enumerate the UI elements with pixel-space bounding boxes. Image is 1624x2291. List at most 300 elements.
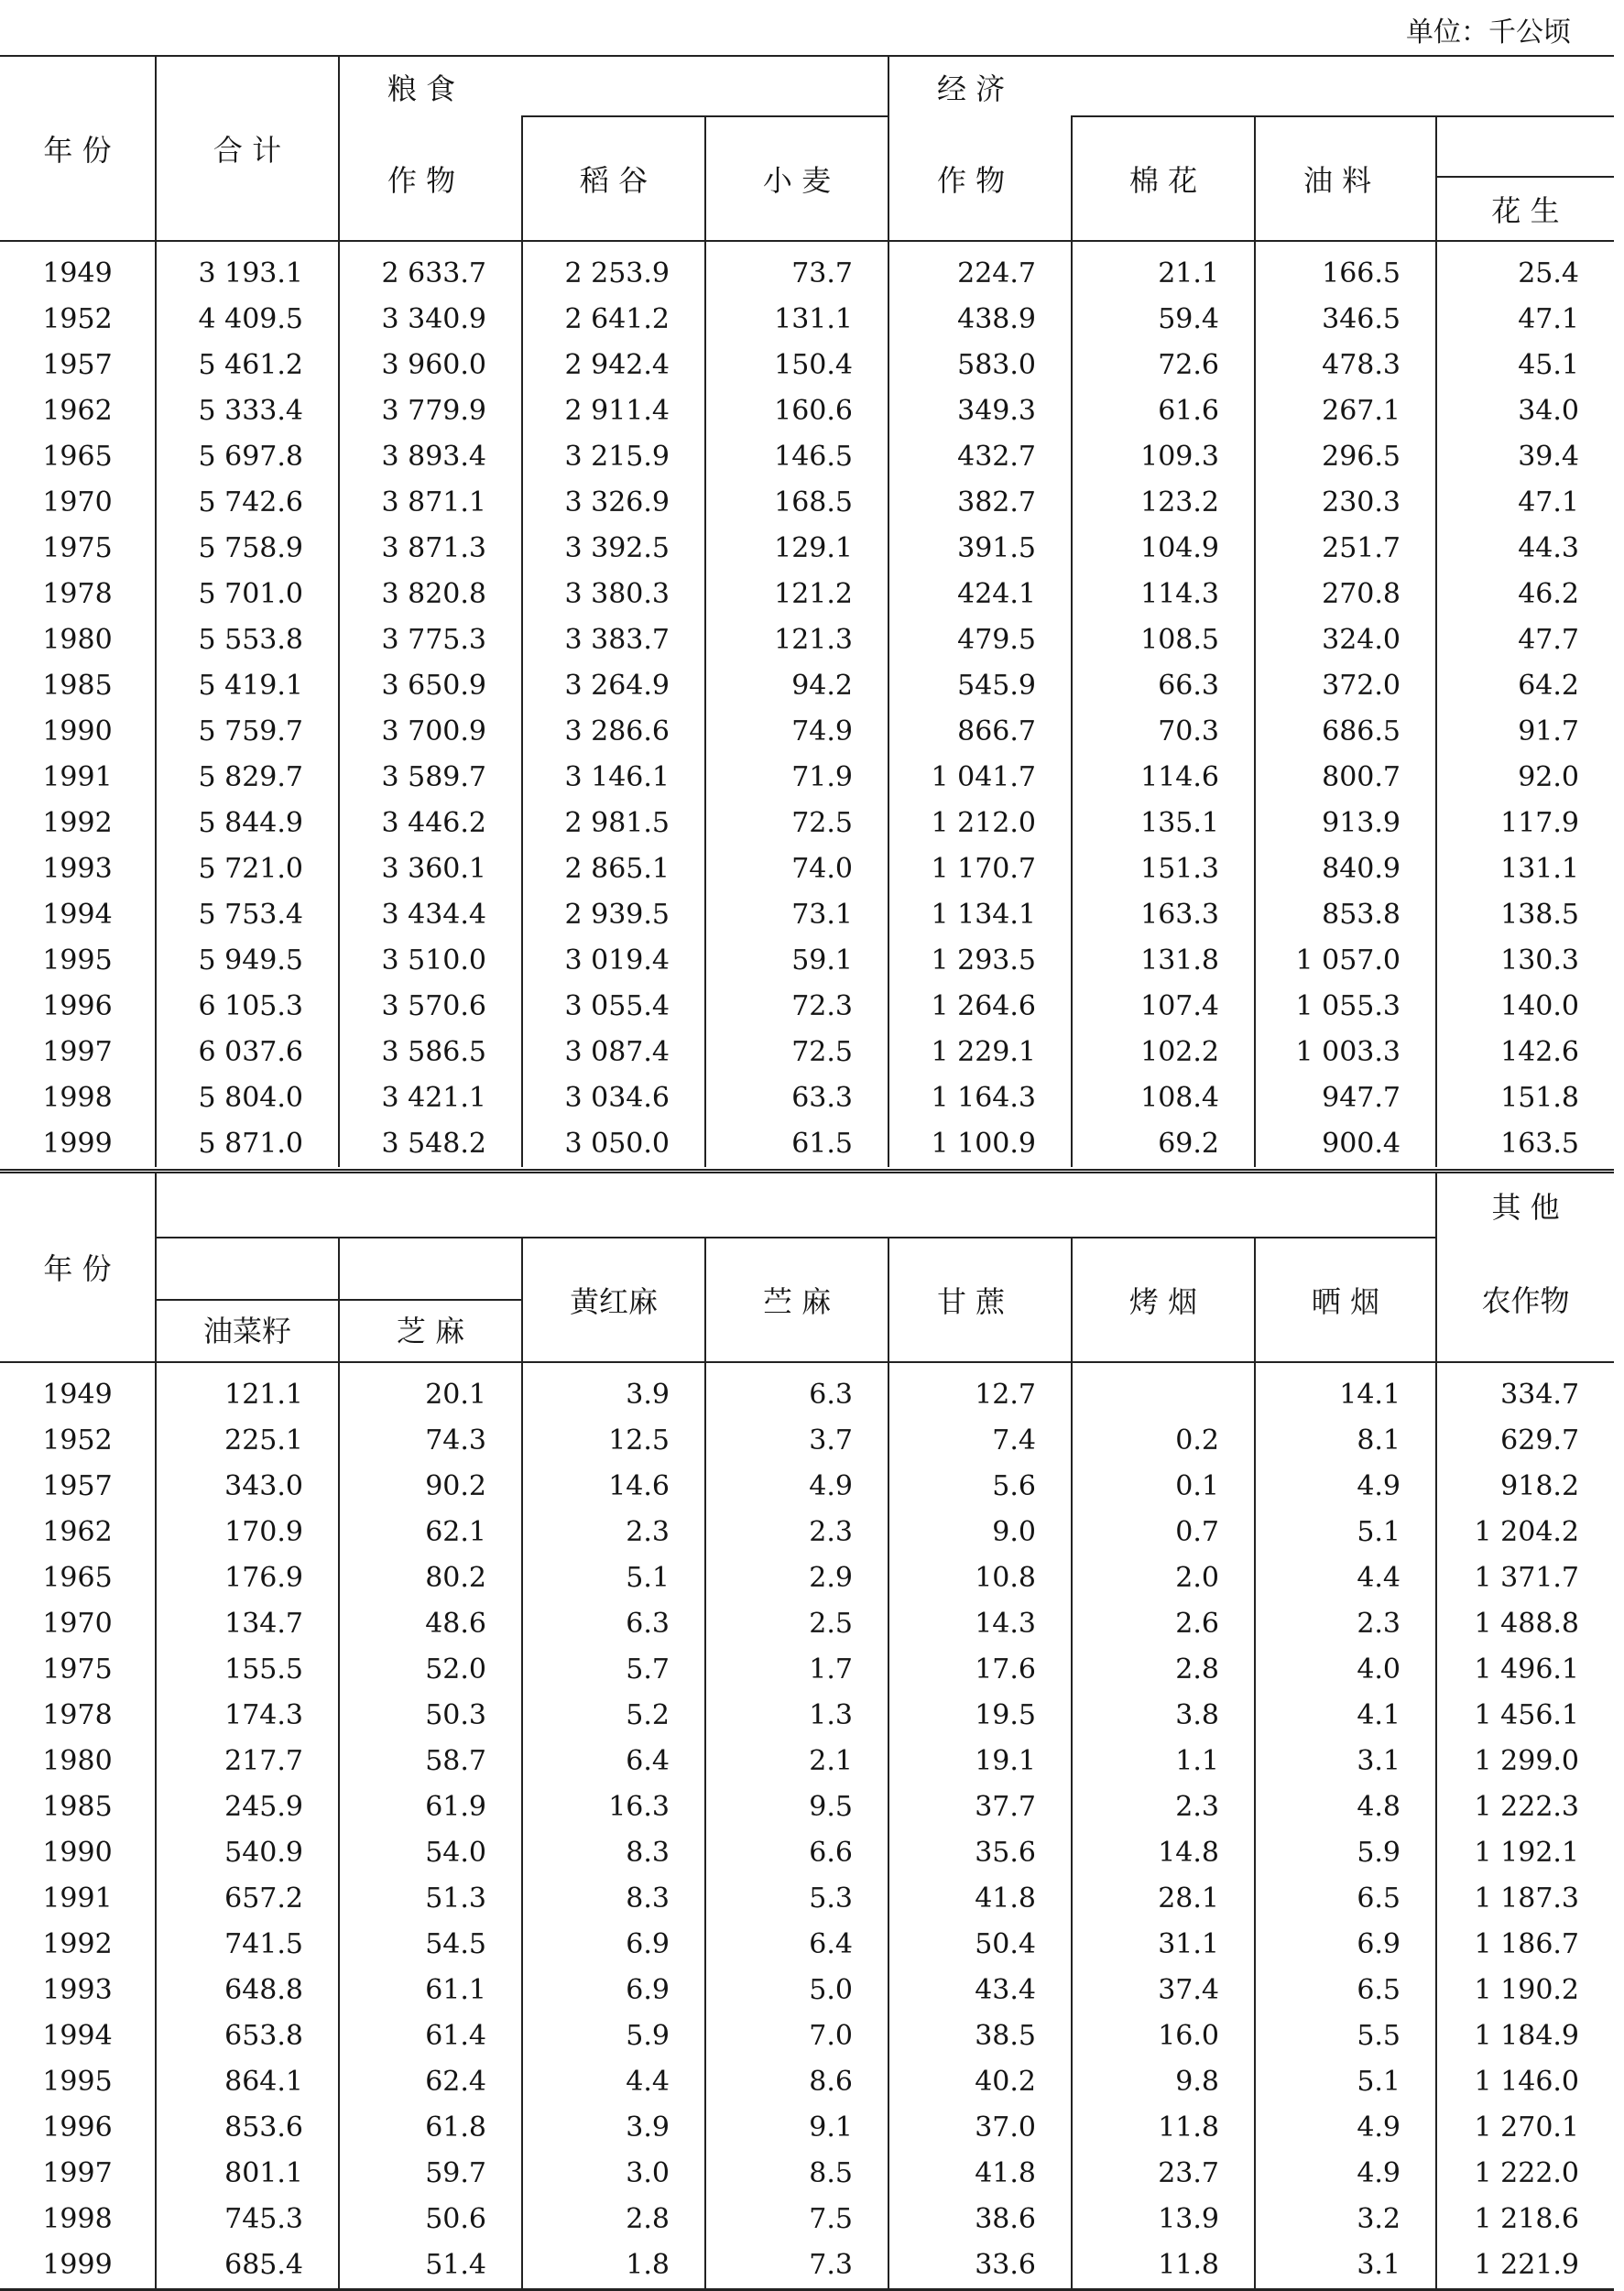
cell-jute: 1.8	[522, 2242, 705, 2290]
cell-other: 1 146.0	[1436, 2059, 1614, 2105]
cell-year: 1994	[42, 2019, 113, 2052]
cell-oil: 478.3	[1255, 343, 1436, 388]
cell-peanut: 91.7	[1436, 709, 1614, 755]
cell-year: 1995	[42, 2065, 113, 2098]
cell-total: 5 844.9	[156, 801, 339, 846]
cell-sesame: 20.1	[339, 1362, 522, 1418]
header2-span	[156, 1172, 1436, 1238]
cell-rapeseed: 657.2	[156, 1876, 339, 1922]
header-grain-top: 粮 食	[339, 56, 522, 116]
cell-jute: 6.9	[522, 1922, 705, 1968]
cell-jute: 2.8	[522, 2197, 705, 2242]
cell-grain: 3 421.1	[339, 1075, 522, 1121]
table-row	[0, 2151, 1614, 2197]
cell-econ: 432.7	[888, 434, 1072, 480]
cell-sun-tobacco: 4.8	[1255, 1784, 1436, 1830]
cell-sesame: 61.9	[339, 1784, 522, 1830]
cell-total: 5 759.7	[156, 709, 339, 755]
cell-year: 1990	[42, 1836, 113, 1869]
cell-cotton: 114.6	[1072, 755, 1255, 801]
cell-econ: 583.0	[888, 343, 1072, 388]
cell-rapeseed: 343.0	[156, 1464, 339, 1510]
cell-grain: 3 360.1	[339, 846, 522, 892]
cell-year: 1957	[42, 349, 113, 381]
cell-rice: 3 392.5	[522, 526, 705, 572]
cell-ramie: 5.0	[705, 1968, 888, 2013]
cell-sesame: 50.3	[339, 1693, 522, 1739]
cell-year: 1995	[42, 944, 113, 976]
cell-ramie: 1.7	[705, 1647, 888, 1693]
cell-cotton: 163.3	[1072, 892, 1255, 938]
cell-ramie: 3.7	[705, 1418, 888, 1464]
cell-cotton: 131.8	[1072, 938, 1255, 984]
cell-year: 1952	[42, 303, 113, 335]
cell-ramie: 6.6	[705, 1830, 888, 1876]
table-row	[0, 1464, 1614, 1510]
cell-flue-tobacco	[1072, 1362, 1255, 1418]
cell-sugarcane: 12.7	[888, 1362, 1072, 1418]
cell-sun-tobacco: 6.9	[1255, 1922, 1436, 1968]
cell-peanut: 45.1	[1436, 343, 1614, 388]
cell-sun-tobacco: 3.2	[1255, 2197, 1436, 2242]
cell-rapeseed: 745.3	[156, 2197, 339, 2242]
cell-sun-tobacco: 5.1	[1255, 1510, 1436, 1555]
cell-ramie: 4.9	[705, 1464, 888, 1510]
table-row	[0, 297, 1614, 343]
cell-flue-tobacco: 13.9	[1072, 2197, 1255, 2242]
cell-sugarcane: 9.0	[888, 1510, 1072, 1555]
cell-flue-tobacco: 2.8	[1072, 1647, 1255, 1693]
cell-sugarcane: 37.7	[888, 1784, 1072, 1830]
header2-sugarcane: 甘 蔗	[888, 1238, 1072, 1362]
cell-other: 334.7	[1436, 1362, 1614, 1418]
cell-other: 1 192.1	[1436, 1830, 1614, 1876]
cell-rapeseed: 648.8	[156, 1968, 339, 2013]
cell-rapeseed: 225.1	[156, 1418, 339, 1464]
cell-econ: 224.7	[888, 241, 1072, 297]
unit-label: 单位：千公顷	[1406, 16, 1571, 49]
cell-cotton: 69.2	[1072, 1121, 1255, 1167]
cell-rapeseed: 217.7	[156, 1739, 339, 1784]
table-row	[0, 801, 1614, 846]
cell-rice: 3 055.4	[522, 984, 705, 1030]
cell-sesame: 54.5	[339, 1922, 522, 1968]
cell-sugarcane: 5.6	[888, 1464, 1072, 1510]
cell-rice: 3 215.9	[522, 434, 705, 480]
cell-wheat: 168.5	[705, 480, 888, 526]
cell-year: 1998	[42, 1082, 113, 1114]
cell-sugarcane: 14.3	[888, 1601, 1072, 1647]
cell-sun-tobacco: 4.9	[1255, 2151, 1436, 2197]
cell-ramie: 7.5	[705, 2197, 888, 2242]
cell-oil: 230.3	[1255, 480, 1436, 526]
cell-peanut: 92.0	[1436, 755, 1614, 801]
table-row	[0, 1555, 1614, 1601]
cell-year: 1991	[42, 1882, 113, 1915]
cell-econ: 382.7	[888, 480, 1072, 526]
cell-grain: 3 589.7	[339, 755, 522, 801]
cell-ramie: 1.3	[705, 1693, 888, 1739]
cell-oil: 372.0	[1255, 663, 1436, 709]
cell-rice: 3 326.9	[522, 480, 705, 526]
table-row	[0, 1601, 1614, 1647]
cell-other: 1 270.1	[1436, 2105, 1614, 2151]
cell-sugarcane: 19.1	[888, 1739, 1072, 1784]
cell-peanut: 163.5	[1436, 1121, 1614, 1167]
cell-year: 1949	[42, 1378, 113, 1411]
cell-other: 1 299.0	[1436, 1739, 1614, 1784]
header2-sesame-cell	[339, 1238, 522, 1362]
cell-wheat: 72.5	[705, 801, 888, 846]
cell-flue-tobacco: 9.8	[1072, 2059, 1255, 2105]
cell-econ: 438.9	[888, 297, 1072, 343]
cell-ramie: 8.6	[705, 2059, 888, 2105]
cell-rice: 3 264.9	[522, 663, 705, 709]
table-row	[0, 572, 1614, 617]
cell-oil: 166.5	[1255, 241, 1436, 297]
cell-sun-tobacco: 4.9	[1255, 2105, 1436, 2151]
cell-cotton: 107.4	[1072, 984, 1255, 1030]
header-year: 年 份	[0, 56, 156, 241]
cell-peanut: 130.3	[1436, 938, 1614, 984]
cell-jute: 6.4	[522, 1739, 705, 1784]
table-row	[0, 1418, 1614, 1464]
cell-sun-tobacco: 4.4	[1255, 1555, 1436, 1601]
cell-year: 1993	[42, 853, 113, 885]
cell-other: 1 496.1	[1436, 1647, 1614, 1693]
cell-year: 1965	[42, 441, 113, 473]
header-econ-bottom: 作 物	[888, 116, 1072, 241]
cell-other: 1 371.7	[1436, 1555, 1614, 1601]
cell-wheat: 94.2	[705, 663, 888, 709]
cell-oil: 1 057.0	[1255, 938, 1436, 984]
cell-total: 5 701.0	[156, 572, 339, 617]
table-row	[0, 2105, 1614, 2151]
cell-sugarcane: 7.4	[888, 1418, 1072, 1464]
cell-year: 1992	[42, 807, 113, 839]
cell-flue-tobacco: 2.6	[1072, 1601, 1255, 1647]
cell-rapeseed: 540.9	[156, 1830, 339, 1876]
cell-sesame: 62.1	[339, 1510, 522, 1555]
cell-econ: 545.9	[888, 663, 1072, 709]
cell-wheat: 150.4	[705, 343, 888, 388]
cell-total: 5 721.0	[156, 846, 339, 892]
cell-sugarcane: 37.0	[888, 2105, 1072, 2151]
cell-rice: 3 034.6	[522, 1075, 705, 1121]
cell-wheat: 121.3	[705, 617, 888, 663]
cell-oil: 900.4	[1255, 1121, 1436, 1167]
cell-rapeseed: 176.9	[156, 1555, 339, 1601]
header-peanut: 花 生	[1436, 177, 1614, 241]
cell-jute: 6.9	[522, 1968, 705, 2013]
cell-wheat: 61.5	[705, 1121, 888, 1167]
cell-wheat: 72.3	[705, 984, 888, 1030]
cell-sesame: 59.7	[339, 2151, 522, 2197]
cell-year: 1985	[42, 670, 113, 702]
cell-other: 1 222.0	[1436, 2151, 1614, 2197]
table-row	[0, 755, 1614, 801]
cell-oil: 251.7	[1255, 526, 1436, 572]
cell-flue-tobacco: 0.2	[1072, 1418, 1255, 1464]
cell-year: 1996	[42, 990, 113, 1022]
cell-econ: 1 264.6	[888, 984, 1072, 1030]
cell-econ: 349.3	[888, 388, 1072, 434]
cell-cotton: 108.4	[1072, 1075, 1255, 1121]
table-row	[0, 1693, 1614, 1739]
table-row	[0, 2197, 1614, 2242]
cell-year: 1999	[0, 2242, 156, 2290]
cell-other: 1 184.9	[1436, 2013, 1614, 2059]
cell-sesame: 51.3	[339, 1876, 522, 1922]
cell-cotton: 108.5	[1072, 617, 1255, 663]
cell-flue-tobacco: 0.1	[1072, 1464, 1255, 1510]
cell-wheat: 160.6	[705, 388, 888, 434]
table-row	[0, 480, 1614, 526]
cell-peanut: 47.1	[1436, 480, 1614, 526]
cell-grain: 3 960.0	[339, 343, 522, 388]
cell-econ: 479.5	[888, 617, 1072, 663]
cell-wheat: 63.3	[705, 1075, 888, 1121]
cell-sugarcane: 43.4	[888, 1968, 1072, 2013]
cell-sun-tobacco: 8.1	[1255, 1418, 1436, 1464]
cell-sugarcane: 35.6	[888, 1830, 1072, 1876]
cell-oil: 346.5	[1255, 297, 1436, 343]
cell-sugarcane: 10.8	[888, 1555, 1072, 1601]
cell-sun-tobacco: 3.1	[1255, 2242, 1436, 2290]
cell-other: 1 456.1	[1436, 1693, 1614, 1739]
table-row	[0, 526, 1614, 572]
cell-cotton: 70.3	[1072, 709, 1255, 755]
cell-peanut: 138.5	[1436, 892, 1614, 938]
cell-total: 5 804.0	[156, 1075, 339, 1121]
cell-total: 3 193.1	[156, 241, 339, 297]
table-row	[0, 2059, 1614, 2105]
table-row	[0, 1121, 1614, 1167]
cell-jute: 12.5	[522, 1418, 705, 1464]
cell-ramie: 5.3	[705, 1876, 888, 1922]
cell-jute: 4.4	[522, 2059, 705, 2105]
cell-flue-tobacco: 2.0	[1072, 1555, 1255, 1601]
cell-rapeseed: 741.5	[156, 1922, 339, 1968]
cell-rapeseed: 801.1	[156, 2151, 339, 2197]
cell-cotton: 66.3	[1072, 663, 1255, 709]
table-row	[0, 1830, 1614, 1876]
cell-sesame: 61.8	[339, 2105, 522, 2151]
cell-year: 1962	[42, 395, 113, 427]
header-rice: 稻 谷	[522, 116, 705, 241]
table-row	[0, 617, 1614, 663]
cell-cotton: 59.4	[1072, 297, 1255, 343]
cell-oil: 947.7	[1255, 1075, 1436, 1121]
cell-econ: 1 100.9	[888, 1121, 1072, 1167]
cell-grain: 3 586.5	[339, 1030, 522, 1075]
cell-year: 1999	[42, 1128, 113, 1160]
cell-other: 1 190.2	[1436, 1968, 1614, 2013]
cell-rice: 3 146.1	[522, 755, 705, 801]
cell-jute: 3.9	[522, 1362, 705, 1418]
cell-sun-tobacco: 14.1	[1255, 1362, 1436, 1418]
cell-peanut: 131.1	[1436, 846, 1614, 892]
table-row	[0, 1510, 1614, 1555]
table-row	[0, 388, 1614, 434]
cell-jute: 5.7	[522, 1647, 705, 1693]
cell-flue-tobacco: 23.7	[1072, 2151, 1255, 2197]
cell-ramie: 6.3	[705, 1362, 888, 1418]
table-1-body	[0, 241, 1614, 1167]
cell-year: 1970	[42, 1607, 113, 1640]
cell-cotton: 72.6	[1072, 343, 1255, 388]
cell-rice: 2 942.4	[522, 343, 705, 388]
cell-grain: 3 893.4	[339, 434, 522, 480]
cell-ramie: 2.9	[705, 1555, 888, 1601]
cell-grain: 3 570.6	[339, 984, 522, 1030]
cell-rice: 3 019.4	[522, 938, 705, 984]
table-row	[0, 241, 1614, 297]
cell-wheat: 72.5	[705, 1030, 888, 1075]
cell-year: 1980	[42, 1744, 113, 1777]
cell-sugarcane: 19.5	[888, 1693, 1072, 1739]
cell-sugarcane: 40.2	[888, 2059, 1072, 2105]
cell-rapeseed: 864.1	[156, 2059, 339, 2105]
cell-total: 6 037.6	[156, 1030, 339, 1075]
cell-oil: 270.8	[1255, 572, 1436, 617]
cell-jute: 3.0	[522, 2151, 705, 2197]
cell-rice: 3 050.0	[522, 1121, 705, 1167]
cell-econ: 1 229.1	[888, 1030, 1072, 1075]
cell-grain: 3 779.9	[339, 388, 522, 434]
cell-sun-tobacco: 5.1	[1255, 2059, 1436, 2105]
cell-cotton: 21.1	[1072, 241, 1255, 297]
table-row	[0, 2013, 1614, 2059]
cell-rice: 3 383.7	[522, 617, 705, 663]
cell-sugarcane: 41.8	[888, 2151, 1072, 2197]
cell-other: 1 222.3	[1436, 1784, 1614, 1830]
cell-jute: 16.3	[522, 1784, 705, 1830]
cell-total: 5 333.4	[156, 388, 339, 434]
cell-rice: 2 865.1	[522, 846, 705, 892]
header-total: 合 计	[156, 56, 339, 241]
cell-year: 1991	[42, 761, 113, 793]
cell-rapeseed: 653.8	[156, 2013, 339, 2059]
cell-sesame: 48.6	[339, 1601, 522, 1647]
cell-econ: 866.7	[888, 709, 1072, 755]
cell-grain: 3 340.9	[339, 297, 522, 343]
cell-oil: 913.9	[1255, 801, 1436, 846]
cell-flue-tobacco: 28.1	[1072, 1876, 1255, 1922]
cell-total: 5 871.0	[156, 1121, 339, 1167]
cell-cotton: 104.9	[1072, 526, 1255, 572]
table-row	[0, 892, 1614, 938]
cell-rice: 3 380.3	[522, 572, 705, 617]
header-wheat: 小 麦	[705, 116, 888, 241]
cell-ramie: 2.5	[705, 1601, 888, 1647]
header2-oil-group	[156, 1238, 339, 1362]
cell-oil: 267.1	[1255, 388, 1436, 434]
cell-flue-tobacco: 37.4	[1072, 1968, 1255, 2013]
cell-grain: 3 820.8	[339, 572, 522, 617]
cell-sesame: 61.4	[339, 2013, 522, 2059]
cell-year: 1997	[42, 2156, 113, 2189]
cell-rice: 3 286.6	[522, 709, 705, 755]
cell-oil: 853.8	[1255, 892, 1436, 938]
table-row	[0, 2242, 1614, 2290]
cell-peanut: 151.8	[1436, 1075, 1614, 1121]
header-oil: 油 料	[1255, 116, 1436, 241]
cell-peanut: 140.0	[1436, 984, 1614, 1030]
cell-oil: 1 055.3	[1255, 984, 1436, 1030]
cell-peanut: 44.3	[1436, 526, 1614, 572]
header2-flue-tobacco: 烤 烟	[1072, 1238, 1255, 1362]
cell-jute: 5.1	[522, 1555, 705, 1601]
cell-econ: 424.1	[888, 572, 1072, 617]
cell-peanut: 39.4	[1436, 434, 1614, 480]
cell-flue-tobacco: 11.8	[1072, 2105, 1255, 2151]
cell-wheat: 121.2	[705, 572, 888, 617]
table-row	[0, 984, 1614, 1030]
header-grain-bottom: 作 物	[339, 116, 522, 241]
table-row	[0, 1030, 1614, 1075]
table-row	[0, 1362, 1614, 1418]
cell-sesame: 52.0	[339, 1647, 522, 1693]
cell-rapeseed: 170.9	[156, 1510, 339, 1555]
cell-rice: 2 641.2	[522, 297, 705, 343]
table-row	[0, 1647, 1614, 1693]
cell-year: 1978	[42, 578, 113, 610]
cell-grain: 3 871.1	[339, 480, 522, 526]
cell-sun-tobacco: 4.0	[1255, 1647, 1436, 1693]
header-grain-span	[522, 56, 888, 116]
cell-rapeseed: 121.1	[156, 1362, 339, 1418]
table-row	[0, 1075, 1614, 1121]
table-row	[0, 1784, 1614, 1830]
cell-grain: 3 510.0	[339, 938, 522, 984]
cell-sesame: 58.7	[339, 1739, 522, 1784]
header-oil-span	[1436, 116, 1614, 177]
cell-rapeseed: 174.3	[156, 1693, 339, 1739]
cell-total: 5 753.4	[156, 892, 339, 938]
cell-wheat: 73.7	[705, 241, 888, 297]
cell-total: 5 697.8	[156, 434, 339, 480]
cell-cotton: 61.6	[1072, 388, 1255, 434]
cell-jute: 5.9	[522, 2013, 705, 2059]
cell-sugarcane: 38.5	[888, 2013, 1072, 2059]
cell-sugarcane: 50.4	[888, 1922, 1072, 1968]
table-row	[0, 709, 1614, 755]
cell-peanut: 34.0	[1436, 388, 1614, 434]
cell-sugarcane: 41.8	[888, 1876, 1072, 1922]
cell-econ: 1 170.7	[888, 846, 1072, 892]
cell-cotton: 135.1	[1072, 801, 1255, 846]
header2-jute: 黄红麻	[522, 1238, 705, 1362]
cell-cotton: 123.2	[1072, 480, 1255, 526]
cell-total: 5 553.8	[156, 617, 339, 663]
cell-jute: 8.3	[522, 1876, 705, 1922]
crop-area-table-1	[0, 55, 1614, 1167]
cell-flue-tobacco: 2.3	[1072, 1784, 1255, 1830]
cell-oil: 324.0	[1255, 617, 1436, 663]
cell-year: 1957	[42, 1469, 113, 1502]
cell-sun-tobacco: 5.5	[1255, 2013, 1436, 2059]
cell-flue-tobacco: 31.1	[1072, 1922, 1255, 1968]
cell-sun-tobacco: 4.1	[1255, 1693, 1436, 1739]
cell-cotton: 151.3	[1072, 846, 1255, 892]
header-econ-span	[1072, 56, 1614, 116]
cell-other: 1 187.3	[1436, 1876, 1614, 1922]
cell-flue-tobacco: 14.8	[1072, 1830, 1255, 1876]
cell-grain: 3 775.3	[339, 617, 522, 663]
cell-econ: 1 134.1	[888, 892, 1072, 938]
cell-econ: 1 041.7	[888, 755, 1072, 801]
